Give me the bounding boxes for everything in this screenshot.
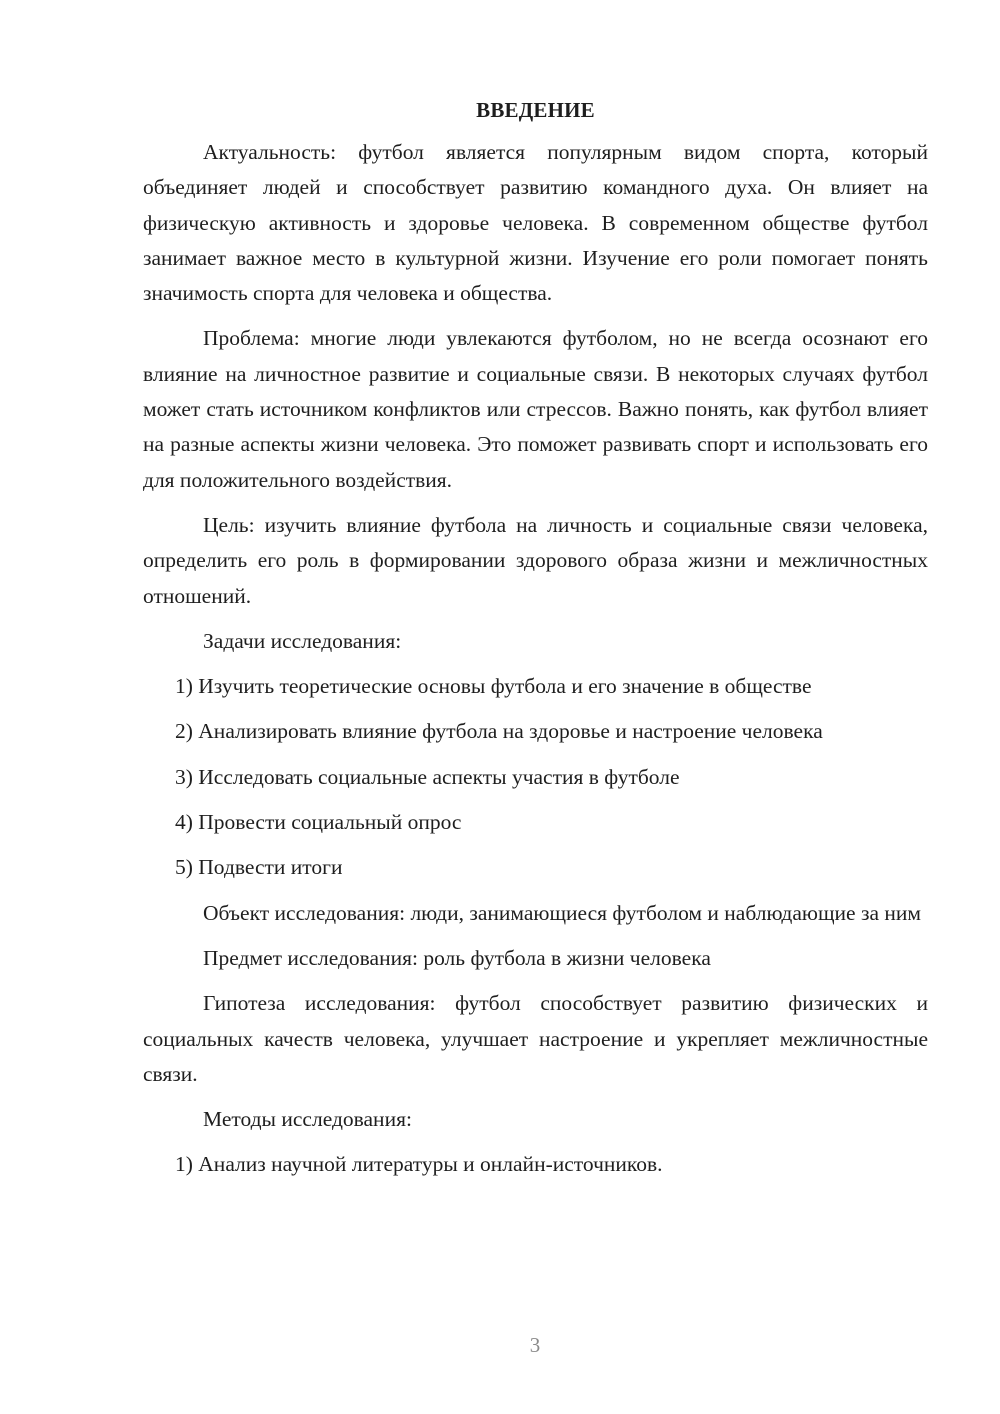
list-item: 3) Исследовать социальные аспекты участия в футболе: [175, 764, 680, 789]
problem-paragraph: Проблема: многие люди увлекаются футболом, но не всегда осознают его влияние на личностное развитие и социальные связи. В некоторых случаях футбол может стать источником конфликтов или стрессов. Важно понять, как футбол влияет на разные аспекты жизни человека. Это поможет развивать спорт и использовать его для положительного воздействия.: [143, 326, 928, 492]
page-number: 3: [529, 1333, 541, 1357]
methods-title: Методы исследования:: [203, 1107, 412, 1132]
page-title: ВВЕДЕНИЕ: [476, 98, 595, 122]
hypothesis-paragraph: Гипотеза исследования: футбол способствует развитию физических и социальных качеств человека, улучшает настроение и укрепляет межличностные связи.: [143, 991, 928, 1086]
list-item: 2) Анализировать влияние футбола на здоровье и настроение человека: [175, 719, 823, 744]
tasks-title: Задачи исследования:: [203, 628, 402, 653]
relevance-paragraph: Актуальность: футбол является популярным видом спорта, который объединяет людей и способствует развитию командного духа. Он влияет на физическую активность и здоровье человека. В современном обществе футбол занимает важное место в культурной жизни. Изучение его роли помогает понять значимость спорта для человека и общества.: [143, 140, 928, 306]
methods-list: [143, 1147, 928, 1182]
goal-paragraph: Цель: изучить влияние футбола на личность и социальные связи человека, определить его роль в формировании здорового образа жизни и межличностных отношений.: [143, 512, 928, 608]
tasks-list: [143, 669, 928, 885]
page-content: [143, 96, 928, 1193]
list-item: 1) Анализ научной литературы и онлайн-источников.: [175, 1152, 663, 1177]
subject-paragraph: Предмет исследования: роль футбола в жизни человека: [203, 945, 711, 970]
object-paragraph: Объект исследования: люди, занимающиеся футболом и наблюдающие за ним: [203, 900, 921, 925]
list-item: 4) Провести социальный опрос: [175, 810, 462, 835]
list-item: 5) Подвести итоги: [175, 855, 343, 880]
list-item: 1) Изучить теоретические основы футбола и его значение в обществе: [175, 674, 812, 699]
